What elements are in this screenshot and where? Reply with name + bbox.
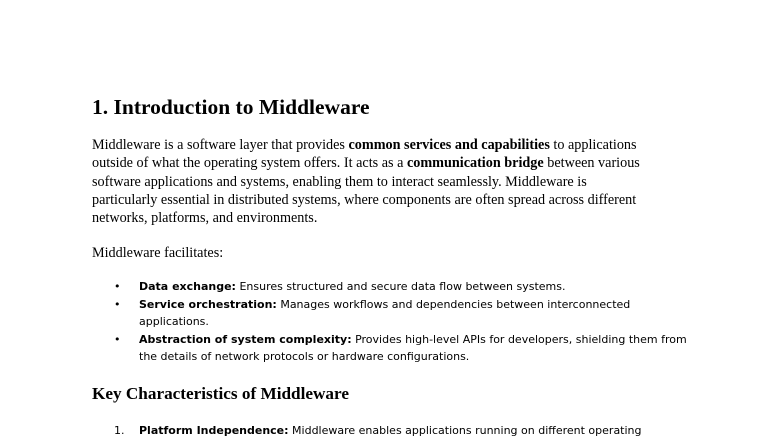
bullet-text: Provides high-level APIs for developers, shielding them from xyxy=(351,332,687,346)
intro-line-2: outside of what the operating system offers. It acts as a communication bridge between various xyxy=(92,155,640,172)
intro-emphasis-bridge: communication bridge xyxy=(406,155,544,172)
intro-emphasis-services: common services and capabilities xyxy=(348,137,550,153)
bullet-term: Service orchestration: xyxy=(139,297,277,311)
bullet-text: Ensures structured and secure data flow between systems. xyxy=(235,280,566,293)
intro-line-1: Middleware is a software layer that provides common services and capabilities to applications xyxy=(92,137,637,153)
list-item xyxy=(114,296,714,330)
bullet-text-continued: applications. xyxy=(139,314,209,328)
bullet-marker: • xyxy=(114,297,121,311)
characteristic-text: Middleware enables applications running on different operating xyxy=(288,424,642,437)
bullet-text: Manages workflows and dependencies between interconnected xyxy=(276,297,631,311)
intro-line-4: particularly essential in distributed systems, where components are often spread across different xyxy=(92,191,637,208)
bullet-term: Data exchange: xyxy=(139,280,236,293)
facilitates-list xyxy=(114,278,714,365)
list-item xyxy=(114,422,642,439)
bullet-text-continued: the details of network protocols or hardware configurations. xyxy=(139,349,470,363)
list-number: 1. xyxy=(114,424,125,437)
intro-line-3: software applications and systems, enabling them to interact seamlessly. Middleware is xyxy=(92,173,587,190)
section-heading: 1. Introduction to Middleware xyxy=(92,95,370,119)
bullet-marker: • xyxy=(114,280,121,293)
characteristic-term: Platform Independence: xyxy=(139,424,289,437)
subsection-heading: Key Characteristics of Middleware xyxy=(92,384,349,403)
characteristics-list xyxy=(114,422,642,439)
facilitates-label: Middleware facilitates: xyxy=(92,245,224,261)
list-item xyxy=(114,331,714,365)
intro-paragraph xyxy=(92,136,732,227)
bullet-term: Abstraction of system complexity: xyxy=(139,332,352,346)
intro-line-5: networks, platforms, and environments. xyxy=(92,210,318,227)
list-item xyxy=(114,278,714,295)
bullet-marker: • xyxy=(114,332,121,346)
